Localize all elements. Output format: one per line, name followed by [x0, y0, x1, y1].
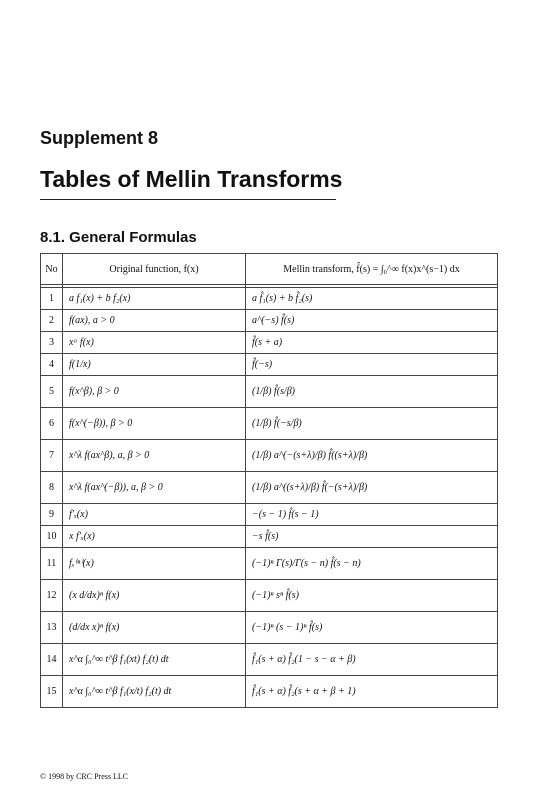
table-row [41, 332, 498, 354]
mellin-transform: a f̂₁(s) + b f̂₂(s) [246, 288, 498, 310]
original-function: f(ax), a > 0 [63, 310, 246, 332]
table-row [41, 472, 498, 504]
table-row [41, 526, 498, 548]
original-function: (x d/dx)ⁿ f(x) [63, 580, 246, 612]
row-number: 10 [41, 526, 63, 548]
mellin-transform: (1/β) a^((s+λ)/β) f̂(−(s+λ)/β) [246, 472, 498, 504]
mellin-transform: (−1)ⁿ sⁿ f̂(s) [246, 580, 498, 612]
original-function: xᵃ f(x) [63, 332, 246, 354]
header-no: No [41, 254, 63, 285]
mellin-transform: (1/β) f̂(s/β) [246, 376, 498, 408]
mellin-transform: a^(−s) f̂(s) [246, 310, 498, 332]
row-number: 15 [41, 676, 63, 708]
original-function: f(x^(−β)), β > 0 [63, 408, 246, 440]
title-rule [40, 199, 336, 200]
row-number: 3 [41, 332, 63, 354]
copyright-footer: © 1998 by CRC Press LLC [40, 772, 129, 781]
row-number: 8 [41, 472, 63, 504]
mellin-table [40, 253, 498, 708]
row-number: 5 [41, 376, 63, 408]
section-heading: 8.1. General Formulas [40, 229, 197, 246]
table-row [41, 288, 498, 310]
original-function: fₓ⁽ⁿ⁾(x) [63, 548, 246, 580]
row-number: 1 [41, 288, 63, 310]
mellin-transform: −s f̂(s) [246, 526, 498, 548]
original-function: f′ₓ(x) [63, 504, 246, 526]
table-row [41, 376, 498, 408]
original-function: x^λ f(ax^(−β)), a, β > 0 [63, 472, 246, 504]
row-number: 4 [41, 354, 63, 376]
original-function: a f₁(x) + b f₂(x) [63, 288, 246, 310]
mellin-transform: f̂(−s) [246, 354, 498, 376]
original-function: x^α ∫₀^∞ t^β f₁(x/t) f₂(t) dt [63, 676, 246, 708]
mellin-transform: −(s − 1) f̂(s − 1) [246, 504, 498, 526]
original-function: (d/dx x)ⁿ f(x) [63, 612, 246, 644]
row-number: 9 [41, 504, 63, 526]
header-mellin: Mellin transform, f̂(s) = ∫₀^∞ f(x)x^(s−1) dx [246, 254, 498, 285]
row-number: 7 [41, 440, 63, 472]
table-row [41, 644, 498, 676]
header-original: Original function, f(x) [63, 254, 246, 285]
table-header-row [41, 254, 498, 285]
mellin-transform: (−1)ⁿ Γ(s)/Γ(s − n) f̂(s − n) [246, 548, 498, 580]
original-function: x^α ∫₀^∞ t^β f₁(xt) f₂(t) dt [63, 644, 246, 676]
original-function: x^λ f(ax^β), a, β > 0 [63, 440, 246, 472]
original-function: f(x^β), β > 0 [63, 376, 246, 408]
mellin-transform: (1/β) f̂(−s/β) [246, 408, 498, 440]
table-row [41, 408, 498, 440]
mellin-transform: f̂₁(s + α) f̂₂(1 − s − α + β) [246, 644, 498, 676]
table-row [41, 676, 498, 708]
mellin-transform: (1/β) a^(−(s+λ)/β) f̂((s+λ)/β) [246, 440, 498, 472]
row-number: 13 [41, 612, 63, 644]
row-number: 6 [41, 408, 63, 440]
row-number: 14 [41, 644, 63, 676]
mellin-transform: f̂₁(s + α) f̂₂(s + α + β + 1) [246, 676, 498, 708]
row-number: 2 [41, 310, 63, 332]
mellin-transform: f̂(s + a) [246, 332, 498, 354]
table-row [41, 440, 498, 472]
table-row [41, 354, 498, 376]
table-row [41, 548, 498, 580]
supplement-label: Supplement 8 [40, 128, 159, 148]
table-row [41, 310, 498, 332]
mellin-transform: (−1)ⁿ (s − 1)ⁿ f̂(s) [246, 612, 498, 644]
table-row [41, 580, 498, 612]
original-function: f(1/x) [63, 354, 246, 376]
table-row [41, 612, 498, 644]
table-row [41, 504, 498, 526]
page-title: Tables of Mellin Transforms [40, 166, 343, 192]
row-number: 12 [41, 580, 63, 612]
row-number: 11 [41, 548, 63, 580]
original-function: x f′ₓ(x) [63, 526, 246, 548]
